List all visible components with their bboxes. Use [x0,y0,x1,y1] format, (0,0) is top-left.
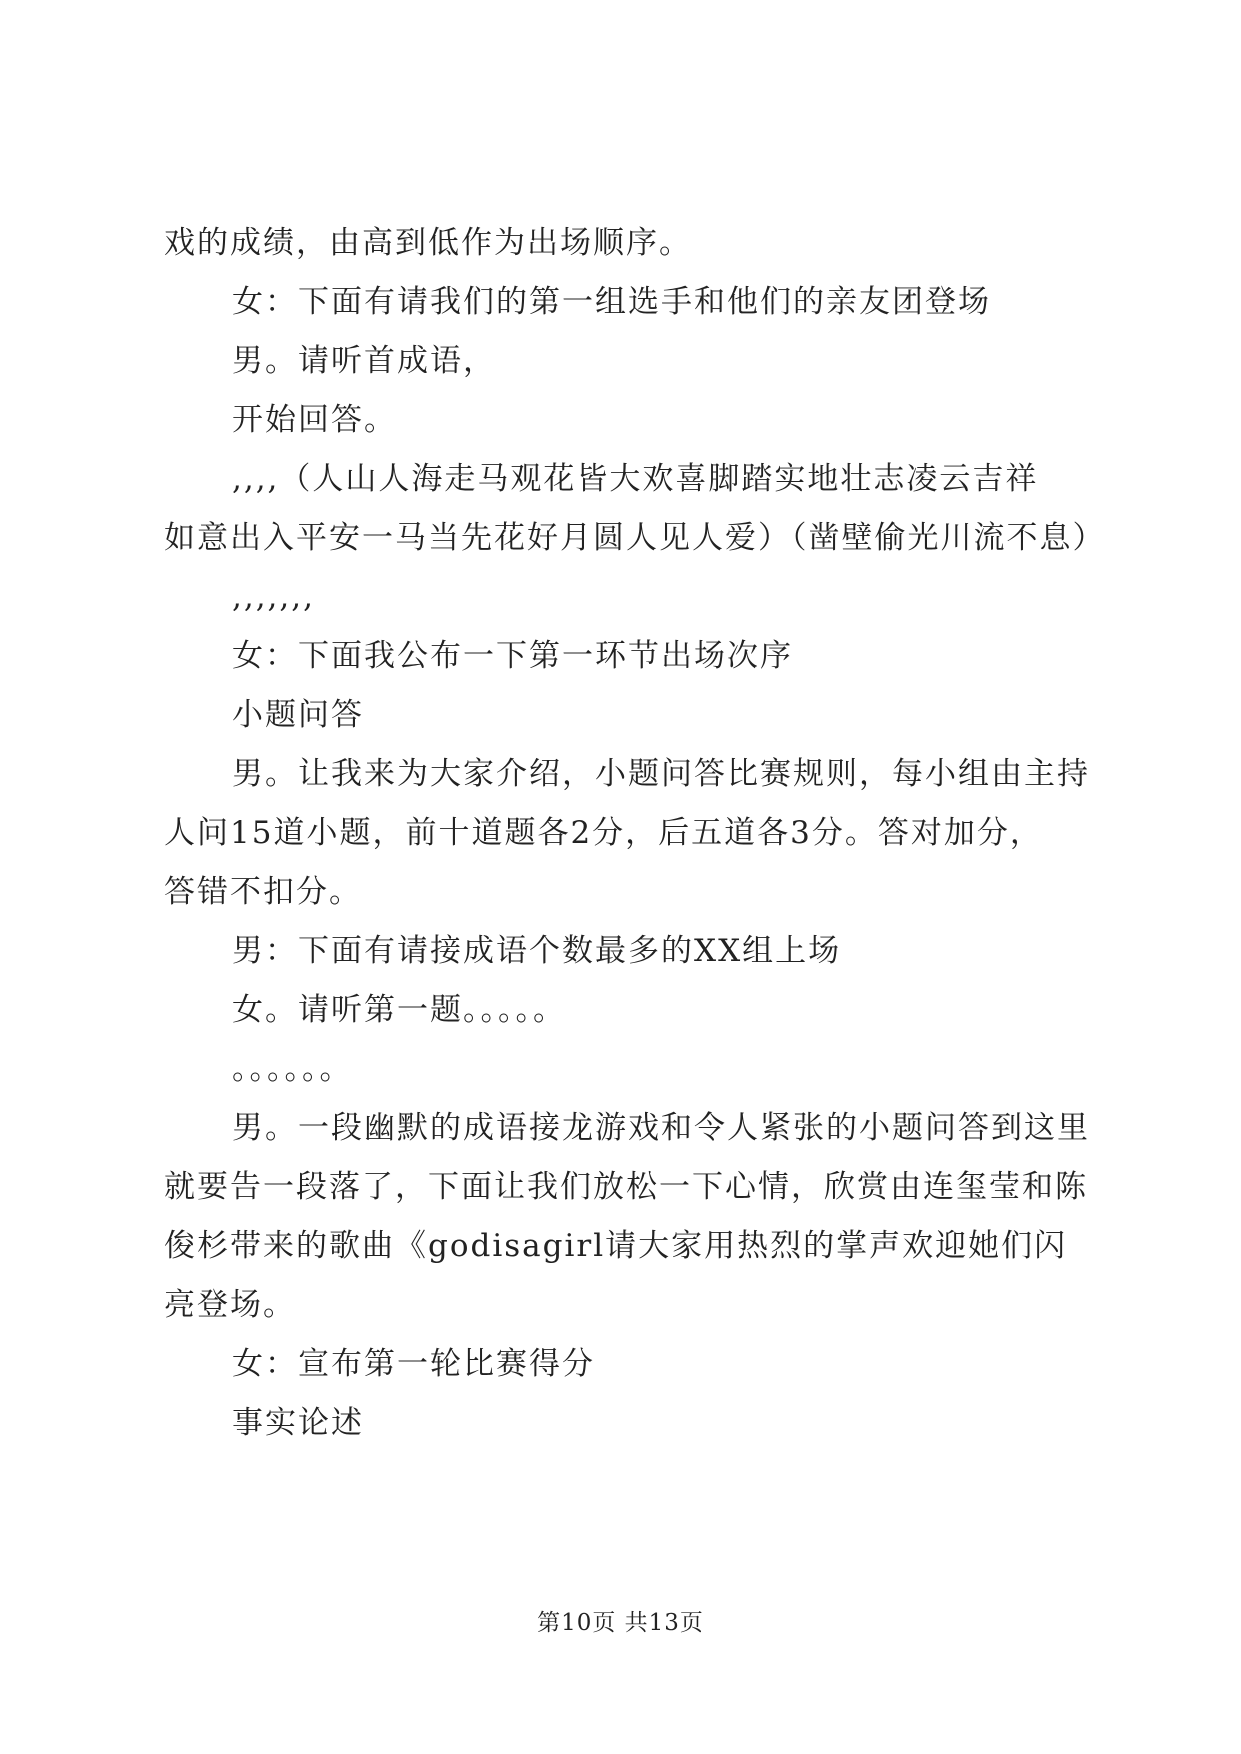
text-line: 男。让我来为大家介绍，小题问答比赛规则，每小组由主持 [232,756,1090,792]
text-line: ,,,,,,, [232,579,315,615]
text-line: 亮登场。 [164,1287,296,1323]
text-line: 男。请听首成语， [232,343,496,379]
text-line: 女：下面有请我们的第一组选手和他们的亲友团登场 [232,284,991,320]
text-line: 女：下面我公布一下第一环节出场次序 [232,638,793,674]
text-line: 。。。。。。 [232,1051,353,1087]
text-line: 人问15道小题，前十道题各2分，后五道各3分。答对加分， [164,815,1043,851]
text-line: 女。请听第一题。。。。。 [232,992,566,1028]
text-line: 开始回答。 [232,402,397,438]
text-line: ,,,,（人山人海走马观花皆大欢喜脚踏实地壮志凌云吉祥 [232,461,1039,497]
text-line: 男：下面有请接成语个数最多的XX组上场 [232,933,842,969]
text-line: 俊杉带来的歌曲《godisagirl请大家用热烈的掌声欢迎她们闪 [164,1228,1068,1264]
page-number-footer: 第10页 共13页 [537,1610,704,1636]
text-line: 男。一段幽默的成语接龙游戏和令人紧张的小题问答到这里 [232,1110,1090,1146]
text-line: 如意出入平安一马当先花好月圆人见人爱）（凿壁偷光川流不息） [164,520,1106,556]
text-line: 就要告一段落了，下面让我们放松一下心情，欣赏由连玺莹和陈 [164,1169,1088,1205]
section-heading: 小题问答 [232,697,364,733]
text-line: 女：宣布第一轮比赛得分 [232,1346,595,1382]
text-line: 戏的成绩，由高到低作为出场顺序。 [164,225,692,261]
text-line: 答错不扣分。 [164,874,362,910]
section-heading: 事实论述 [232,1405,364,1441]
document-body [164,225,1106,1467]
